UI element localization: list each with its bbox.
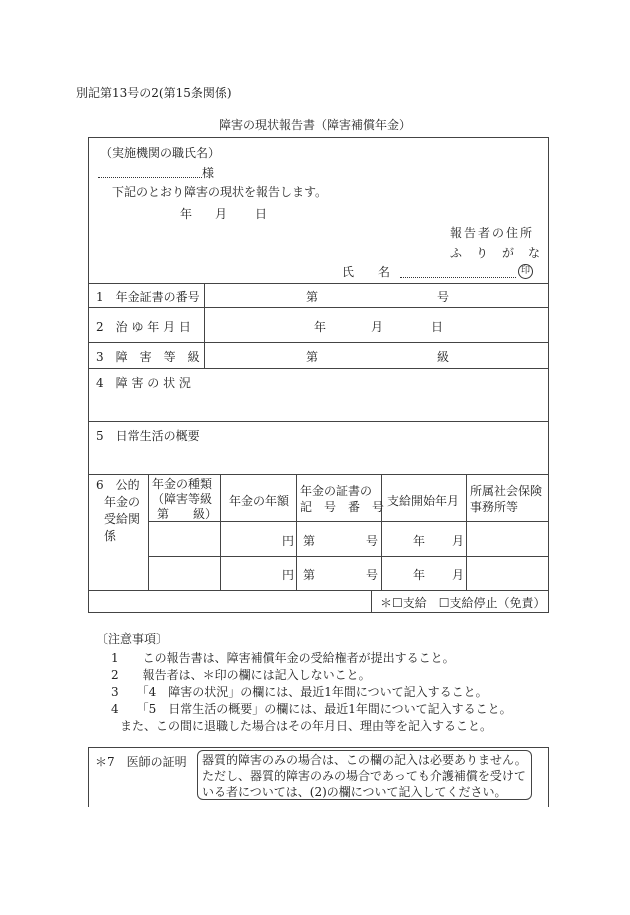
header-start-date: 支給開始年月 [387,494,460,508]
header-certificate-number: 年金の証書の 記 号 番 号 [300,484,385,514]
seal-mark: 印 [518,264,533,279]
payment-status-checkboxes[interactable]: ＊☐支給 ☐支給停止（免責） [380,596,546,610]
furigana-label: ふ り が な [450,246,542,260]
entry-2-dai: 第 [303,568,316,582]
entry-1-month: 月 [452,534,465,548]
row-pension-number-dai: 第 [306,290,319,304]
row-cure-date-year: 年 [314,320,327,334]
entry-2-go: 号 [366,568,379,582]
form-number: 別記第13号の2(第15条関係) [76,86,232,100]
row-disability-grade-dai: 第 [306,350,319,364]
entry-2-year: 年 [413,568,426,582]
row-pension-number-go: 号 [437,290,450,304]
row-public-pension-label: 6 公的 年金の 受給関 係 [96,478,141,543]
entry-1-yen: 円 [282,534,295,548]
row-cure-date-day: 日 [431,320,444,334]
sama-label: 様 [202,166,215,180]
addressee-label: （実施機関の職氏名） [100,146,221,160]
header-annual-amount: 年金の年額 [229,494,290,508]
date-day-label: 日 [255,207,268,221]
note-item-1: 1 この報告書は、障害補償年金の受給権者が提出すること。 [111,651,455,665]
row-cure-date-month: 月 [371,320,384,334]
form-title: 障害の現状報告書（障害補償年金） [218,118,411,132]
header-social-insurance-office: 所属社会保険 事務所等 [470,484,543,514]
row-disability-grade-kyu: 級 [437,350,450,364]
row-daily-life-label: 5 日常生活の概要 [96,429,200,443]
statement-text: 下記のとおり障害の現状を報告します。 [112,185,328,199]
row-disability-grade-label: 3 障 害 等 級 [96,350,200,364]
note-item-4: 4 「5 日常生活の概要」の欄には、最近1年間について記入すること。 [111,702,512,716]
addressee-field[interactable] [98,177,202,178]
date-year-label: 年 [180,207,193,221]
entry-1-go: 号 [366,534,379,548]
row-pension-number-label: 1 年金証書の番号 [96,290,200,304]
doctor-certification-label: ＊7 医師の証明 [95,755,187,769]
name-label: 氏 名 [342,265,391,279]
entry-2-month: 月 [452,568,465,582]
row-cure-date-label: 2 治 ゆ 年 月 日 [96,320,191,334]
note-item-2: 2 報告者は、＊印の欄には記入しないこと。 [111,668,371,682]
entry-1-year: 年 [413,534,426,548]
entry-1-dai: 第 [303,534,316,548]
header-pension-type: 年金の種類 （障害等級 第 級） [152,477,218,521]
name-field[interactable] [400,277,516,278]
date-month-label: 月 [215,207,228,221]
note-item-3: 3 「4 障害の状況」の欄には、最近1年間について記入すること。 [111,685,488,699]
reporter-address-label: 報告者の住所 [450,226,535,240]
entry-2-yen: 円 [282,568,295,582]
note-item-4-cont: また、この間に退職した場合はその年月日、理由等を記入すること。 [120,719,493,733]
notes-heading: 〔注意事項〕 [96,632,169,646]
doctor-note-text: 器質的障害のみの場合は、この欄の記入は必要ありません。 ただし、器質的障害のみの場合であっても介護補償を受けて いる者については、(2)の欄について記入してください。 [202,753,527,799]
row-disability-status-label: 4 障 害 の 状 況 [96,376,191,390]
